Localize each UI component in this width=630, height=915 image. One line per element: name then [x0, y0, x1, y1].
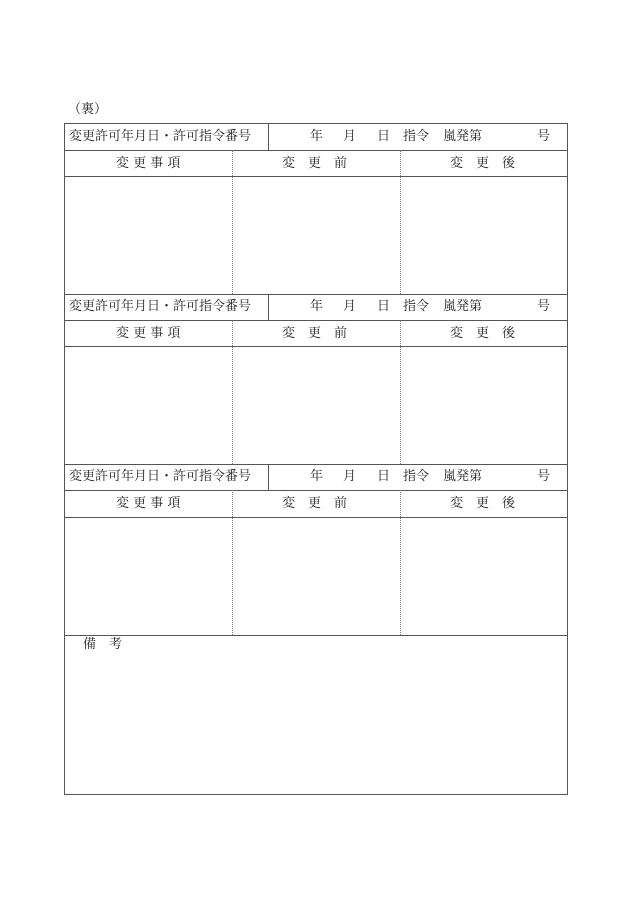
change-item-header: 変 更 事 項: [116, 496, 181, 511]
year-label: 年: [310, 469, 324, 484]
change-item-header: 変 更 事 項: [116, 156, 181, 171]
column-header-bottom-line: [64, 346, 568, 347]
before-change-header: 変 更 前: [282, 326, 348, 341]
header-bottom-line: [64, 150, 568, 151]
issuer-label: 嵐発第: [443, 299, 483, 314]
table-border-bottom: [64, 794, 568, 795]
directive-label: 指令: [403, 129, 430, 144]
day-label: 日: [377, 129, 391, 144]
after-change-header: 変 更 後: [450, 326, 516, 341]
header-divider: [268, 123, 269, 150]
side-label: （裏）: [68, 102, 108, 117]
number-suffix-label: 号: [537, 129, 551, 144]
header-divider: [268, 464, 269, 491]
permit-date-number-label: 変更許可年月日・許可指令番号: [69, 129, 252, 144]
after-change-header: 変 更 後: [450, 496, 516, 511]
header-bottom-line: [64, 490, 568, 491]
number-suffix-label: 号: [537, 299, 551, 314]
month-label: 月: [343, 469, 357, 484]
table-border-left: [64, 123, 65, 795]
issuer-label: 嵐発第: [443, 129, 483, 144]
before-change-header: 変 更 前: [282, 496, 348, 511]
change-item-header: 変 更 事 項: [116, 326, 181, 341]
column-header-bottom-line: [64, 517, 568, 518]
day-label: 日: [377, 299, 391, 314]
year-label: 年: [310, 129, 324, 144]
column-divider: [400, 490, 401, 635]
directive-label: 指令: [403, 469, 430, 484]
month-label: 月: [343, 129, 357, 144]
column-divider: [400, 150, 401, 294]
header-bottom-line: [64, 320, 568, 321]
section-bottom-line: [64, 294, 568, 295]
permit-date-number-label: 変更許可年月日・許可指令番号: [69, 299, 252, 314]
column-divider: [232, 320, 233, 464]
issuer-label: 嵐発第: [443, 469, 483, 484]
column-divider: [232, 150, 233, 294]
month-label: 月: [343, 299, 357, 314]
column-divider: [400, 320, 401, 464]
column-divider: [232, 490, 233, 635]
after-change-header: 変 更 後: [450, 156, 516, 171]
header-divider: [268, 294, 269, 321]
permit-date-number-label: 変更許可年月日・許可指令番号: [69, 469, 252, 484]
column-header-bottom-line: [64, 176, 568, 177]
year-label: 年: [310, 299, 324, 314]
table-border-top: [64, 123, 568, 124]
section-bottom-line: [64, 464, 568, 465]
remarks-label: 備 考: [83, 637, 123, 652]
before-change-header: 変 更 前: [282, 156, 348, 171]
number-suffix-label: 号: [537, 469, 551, 484]
directive-label: 指令: [403, 299, 430, 314]
section-bottom-line: [64, 635, 568, 636]
day-label: 日: [377, 469, 391, 484]
table-border-right: [567, 123, 568, 795]
